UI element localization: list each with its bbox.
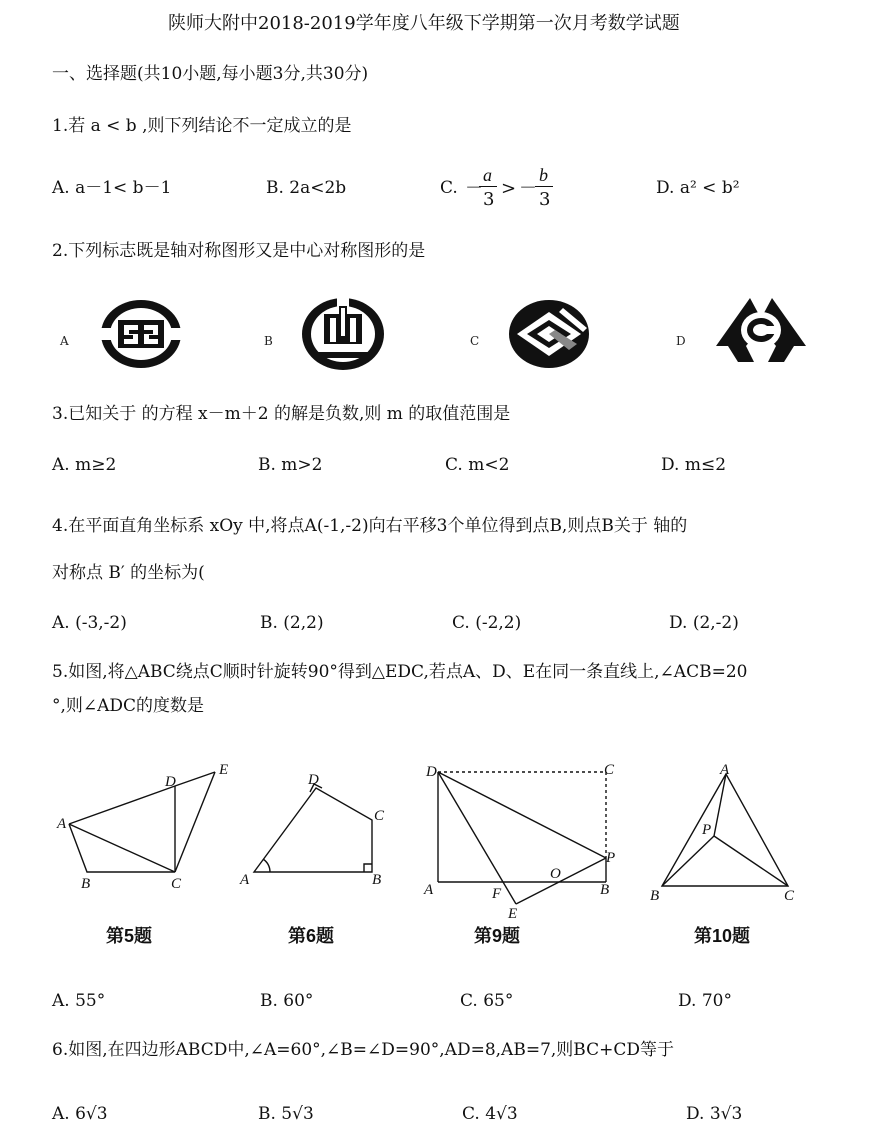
fig5-label-b: B	[81, 876, 91, 892]
q6-option-b: B. 5√3	[258, 1104, 314, 1124]
fig9-label-o: O	[550, 866, 561, 882]
q3-option-a: A. m≥2	[52, 455, 117, 475]
q5-stem-line1: 5.如图,将△ABC绕点C顺时针旋转90°得到△EDC,若点A、D、E在同一条直线上,∠ACB=20	[52, 662, 748, 682]
fig10-label-a: A	[720, 762, 730, 778]
q5-option-c: C. 65°	[460, 991, 514, 1011]
q6-option-d: D. 3√3	[686, 1104, 743, 1124]
caption-fig5: 第5题	[106, 926, 153, 946]
q2-stem: 2.下列标志既是轴对称图形又是中心对称图形的是	[52, 241, 426, 261]
q2-label-d: D	[676, 334, 686, 348]
section-header: 一、选择题(共10小题,每小题3分,共30分)	[52, 64, 369, 84]
fig6-label-c: C	[374, 808, 385, 824]
fig6-label-b: B	[372, 872, 382, 888]
q1-option-d: D. a² < b²	[656, 178, 740, 198]
q4-stem-line1: 4.在平面直角坐标系 xOy 中,将点A(-1,-2)向右平移3个单位得到点B,则点B关于 轴的	[52, 516, 688, 536]
fig10-label-p: P	[702, 822, 712, 838]
q6-option-a: A. 6√3	[52, 1104, 108, 1124]
figure-5	[55, 758, 245, 898]
q1-option-c-prefix: C.	[440, 178, 458, 198]
fig10-label-b: B	[650, 888, 660, 904]
fig9-label-p: P	[606, 850, 616, 866]
q4-option-b: B. (2,2)	[260, 613, 324, 633]
q2-label-c: C	[470, 334, 480, 348]
q5-option-a: A. 55°	[52, 991, 106, 1011]
logo-b-image	[300, 296, 386, 372]
q6-stem: 6.如图,在四边形ABCD中,∠A=60°,∠B=∠D=90°,AD=8,AB=7,则BC+CD等于	[52, 1040, 674, 1060]
caption-fig10: 第10题	[694, 926, 751, 946]
logo-c-image	[507, 298, 591, 370]
fig6-label-a: A	[240, 872, 250, 888]
q3-option-c: C. m<2	[445, 455, 510, 475]
figure-6	[236, 758, 396, 898]
q2-label-b: B	[264, 334, 273, 348]
q3-option-b: B. m>2	[258, 455, 323, 475]
caption-fig6: 第6题	[288, 926, 335, 946]
q2-label-a: A	[60, 334, 69, 348]
q3-option-d: D. m≤2	[661, 455, 727, 475]
q5-option-d: D. 70°	[678, 991, 732, 1011]
q1-option-b: B. 2a<2b	[266, 178, 347, 198]
q4-option-c: C. (-2,2)	[452, 613, 522, 633]
q6-option-c: C. 4√3	[462, 1104, 518, 1124]
fig9-label-d: D	[426, 764, 437, 780]
fig5-label-a: A	[57, 816, 67, 832]
fig9-label-a: A	[424, 882, 434, 898]
q4-option-a: A. (-3,-2)	[52, 613, 127, 633]
fig9-label-b: B	[600, 882, 610, 898]
fig9-label-f: F	[492, 886, 502, 902]
q4-stem-line2: 对称点 B′ 的坐标为(	[52, 563, 205, 583]
q5-option-b: B. 60°	[260, 991, 314, 1011]
q4-option-d: D. (2,-2)	[669, 613, 739, 633]
fig9-label-c: C	[604, 762, 615, 778]
fig5-label-e: E	[219, 762, 229, 778]
q5-stem-line2: °,则∠ADC的度数是	[52, 696, 205, 716]
logo-a-image	[98, 298, 184, 370]
q1-option-c-fraction: － a 3 > － b 3	[465, 165, 575, 218]
logo-d-image	[714, 296, 808, 366]
q1-stem: 1.若 a < b ,则下列结论不一定成立的是	[52, 116, 352, 136]
fig10-label-c: C	[784, 888, 795, 904]
figure-9	[420, 758, 625, 923]
figure-10	[646, 758, 806, 908]
page-title: 陕师大附中2018-2019学年度八年级下学期第一次月考数学试题	[168, 13, 680, 34]
fig5-label-c: C	[171, 876, 182, 892]
q1-option-a: A. a－1< b－1	[52, 178, 172, 198]
fig6-label-d: D	[308, 772, 319, 788]
fig9-label-e: E	[508, 906, 518, 922]
fig5-label-d: D	[165, 774, 176, 790]
caption-fig9: 第9题	[474, 926, 521, 946]
q3-stem: 3.已知关于 的方程 x－m＋2 的解是负数,则 m 的取值范围是	[52, 404, 511, 424]
